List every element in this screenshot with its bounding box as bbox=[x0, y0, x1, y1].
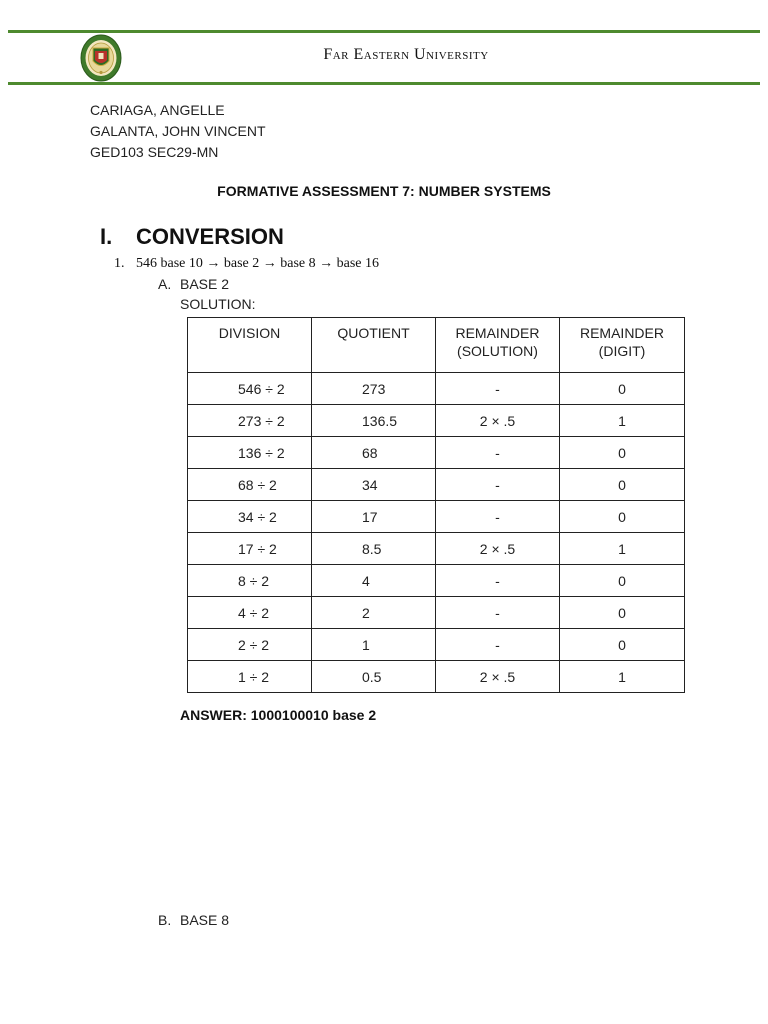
table-row bbox=[188, 373, 685, 405]
table-row bbox=[188, 629, 685, 661]
table-cell: 1 ÷ 2 bbox=[188, 661, 312, 693]
part-a-heading bbox=[158, 276, 229, 292]
course-section: GED103 SEC29-MN bbox=[90, 144, 219, 160]
item-number: 1. bbox=[114, 256, 125, 271]
table-cell: 2 × .5 bbox=[436, 533, 560, 565]
student-name-2: GALANTA, JOHN VINCENT bbox=[90, 123, 266, 139]
table-cell: 273 bbox=[312, 373, 436, 405]
table-cell: 0 bbox=[560, 565, 685, 597]
table-cell: 8 ÷ 2 bbox=[188, 565, 312, 597]
table-cell: 2 bbox=[312, 597, 436, 629]
part-b-label: BASE 8 bbox=[180, 912, 230, 928]
table-cell: 34 bbox=[312, 469, 436, 501]
table-cell: 273 ÷ 2 bbox=[188, 405, 312, 437]
table-cell: 0 bbox=[560, 373, 685, 405]
table-cell: 17 bbox=[312, 501, 436, 533]
part-b-heading bbox=[158, 912, 229, 928]
section-number: I. bbox=[100, 224, 113, 249]
table-cell: 2 ÷ 2 bbox=[188, 629, 312, 661]
header-bottom-rule bbox=[8, 82, 760, 85]
table-cell: 0 bbox=[560, 597, 685, 629]
table-cell: 68 ÷ 2 bbox=[188, 469, 312, 501]
student-name-1: CARIAGA, ANGELLE bbox=[90, 102, 225, 118]
table-row bbox=[188, 501, 685, 533]
table-cell: 34 ÷ 2 bbox=[188, 501, 312, 533]
table-cell: - bbox=[436, 565, 560, 597]
table-cell: - bbox=[436, 629, 560, 661]
table-cell: 4 bbox=[312, 565, 436, 597]
table-body bbox=[188, 373, 685, 693]
table-row bbox=[188, 597, 685, 629]
table-cell: - bbox=[436, 373, 560, 405]
solution-label: SOLUTION: bbox=[180, 296, 256, 312]
table-cell: 0 bbox=[560, 437, 685, 469]
table-cell: 0.5 bbox=[312, 661, 436, 693]
answer-text: ANSWER: 1000100010 base 2 bbox=[180, 707, 377, 723]
university-name: Far Eastern University bbox=[323, 46, 489, 63]
table-cell: - bbox=[436, 469, 560, 501]
table-header-row bbox=[188, 318, 685, 373]
table-cell: 4 ÷ 2 bbox=[188, 597, 312, 629]
table-row bbox=[188, 405, 685, 437]
table-cell: - bbox=[436, 501, 560, 533]
column-header: REMAINDER (SOLUTION) bbox=[436, 318, 560, 373]
table-cell: 0 bbox=[560, 501, 685, 533]
part-a-label: BASE 2 bbox=[180, 276, 230, 292]
table-cell: 136.5 bbox=[312, 405, 436, 437]
conversion-table bbox=[187, 317, 685, 693]
section-heading bbox=[100, 224, 284, 250]
table-cell: 1 bbox=[560, 533, 685, 565]
header-top-rule bbox=[8, 30, 760, 33]
column-header: REMAINDER (DIGIT) bbox=[560, 318, 685, 373]
table-cell: 0 bbox=[560, 629, 685, 661]
table-cell: 2 × .5 bbox=[436, 661, 560, 693]
table-cell: 1 bbox=[312, 629, 436, 661]
table-cell: 2 × .5 bbox=[436, 405, 560, 437]
document-title: FORMATIVE ASSESSMENT 7: NUMBER SYSTEMS bbox=[217, 183, 551, 199]
part-b-letter: B. bbox=[158, 912, 172, 928]
table-row bbox=[188, 533, 685, 565]
table-row bbox=[188, 437, 685, 469]
table-row bbox=[188, 565, 685, 597]
item-text: 546 base 10 → base 2 → base 8 → base 16 bbox=[136, 256, 380, 271]
student-info bbox=[90, 100, 266, 163]
table-cell: 68 bbox=[312, 437, 436, 469]
section-label: CONVERSION bbox=[136, 224, 284, 249]
table-cell: 136 ÷ 2 bbox=[188, 437, 312, 469]
table-row bbox=[188, 469, 685, 501]
table-cell: 8.5 bbox=[312, 533, 436, 565]
column-header: DIVISION bbox=[188, 318, 312, 373]
table-cell: 1 bbox=[560, 405, 685, 437]
column-header: QUOTIENT bbox=[312, 318, 436, 373]
table-cell: 1 bbox=[560, 661, 685, 693]
problem-item-1 bbox=[114, 256, 379, 272]
table-cell: - bbox=[436, 437, 560, 469]
table-cell: 17 ÷ 2 bbox=[188, 533, 312, 565]
table-cell: - bbox=[436, 597, 560, 629]
part-a-letter: A. bbox=[158, 276, 172, 292]
table-cell: 0 bbox=[560, 469, 685, 501]
table-row bbox=[188, 661, 685, 693]
table-cell: 546 ÷ 2 bbox=[188, 373, 312, 405]
